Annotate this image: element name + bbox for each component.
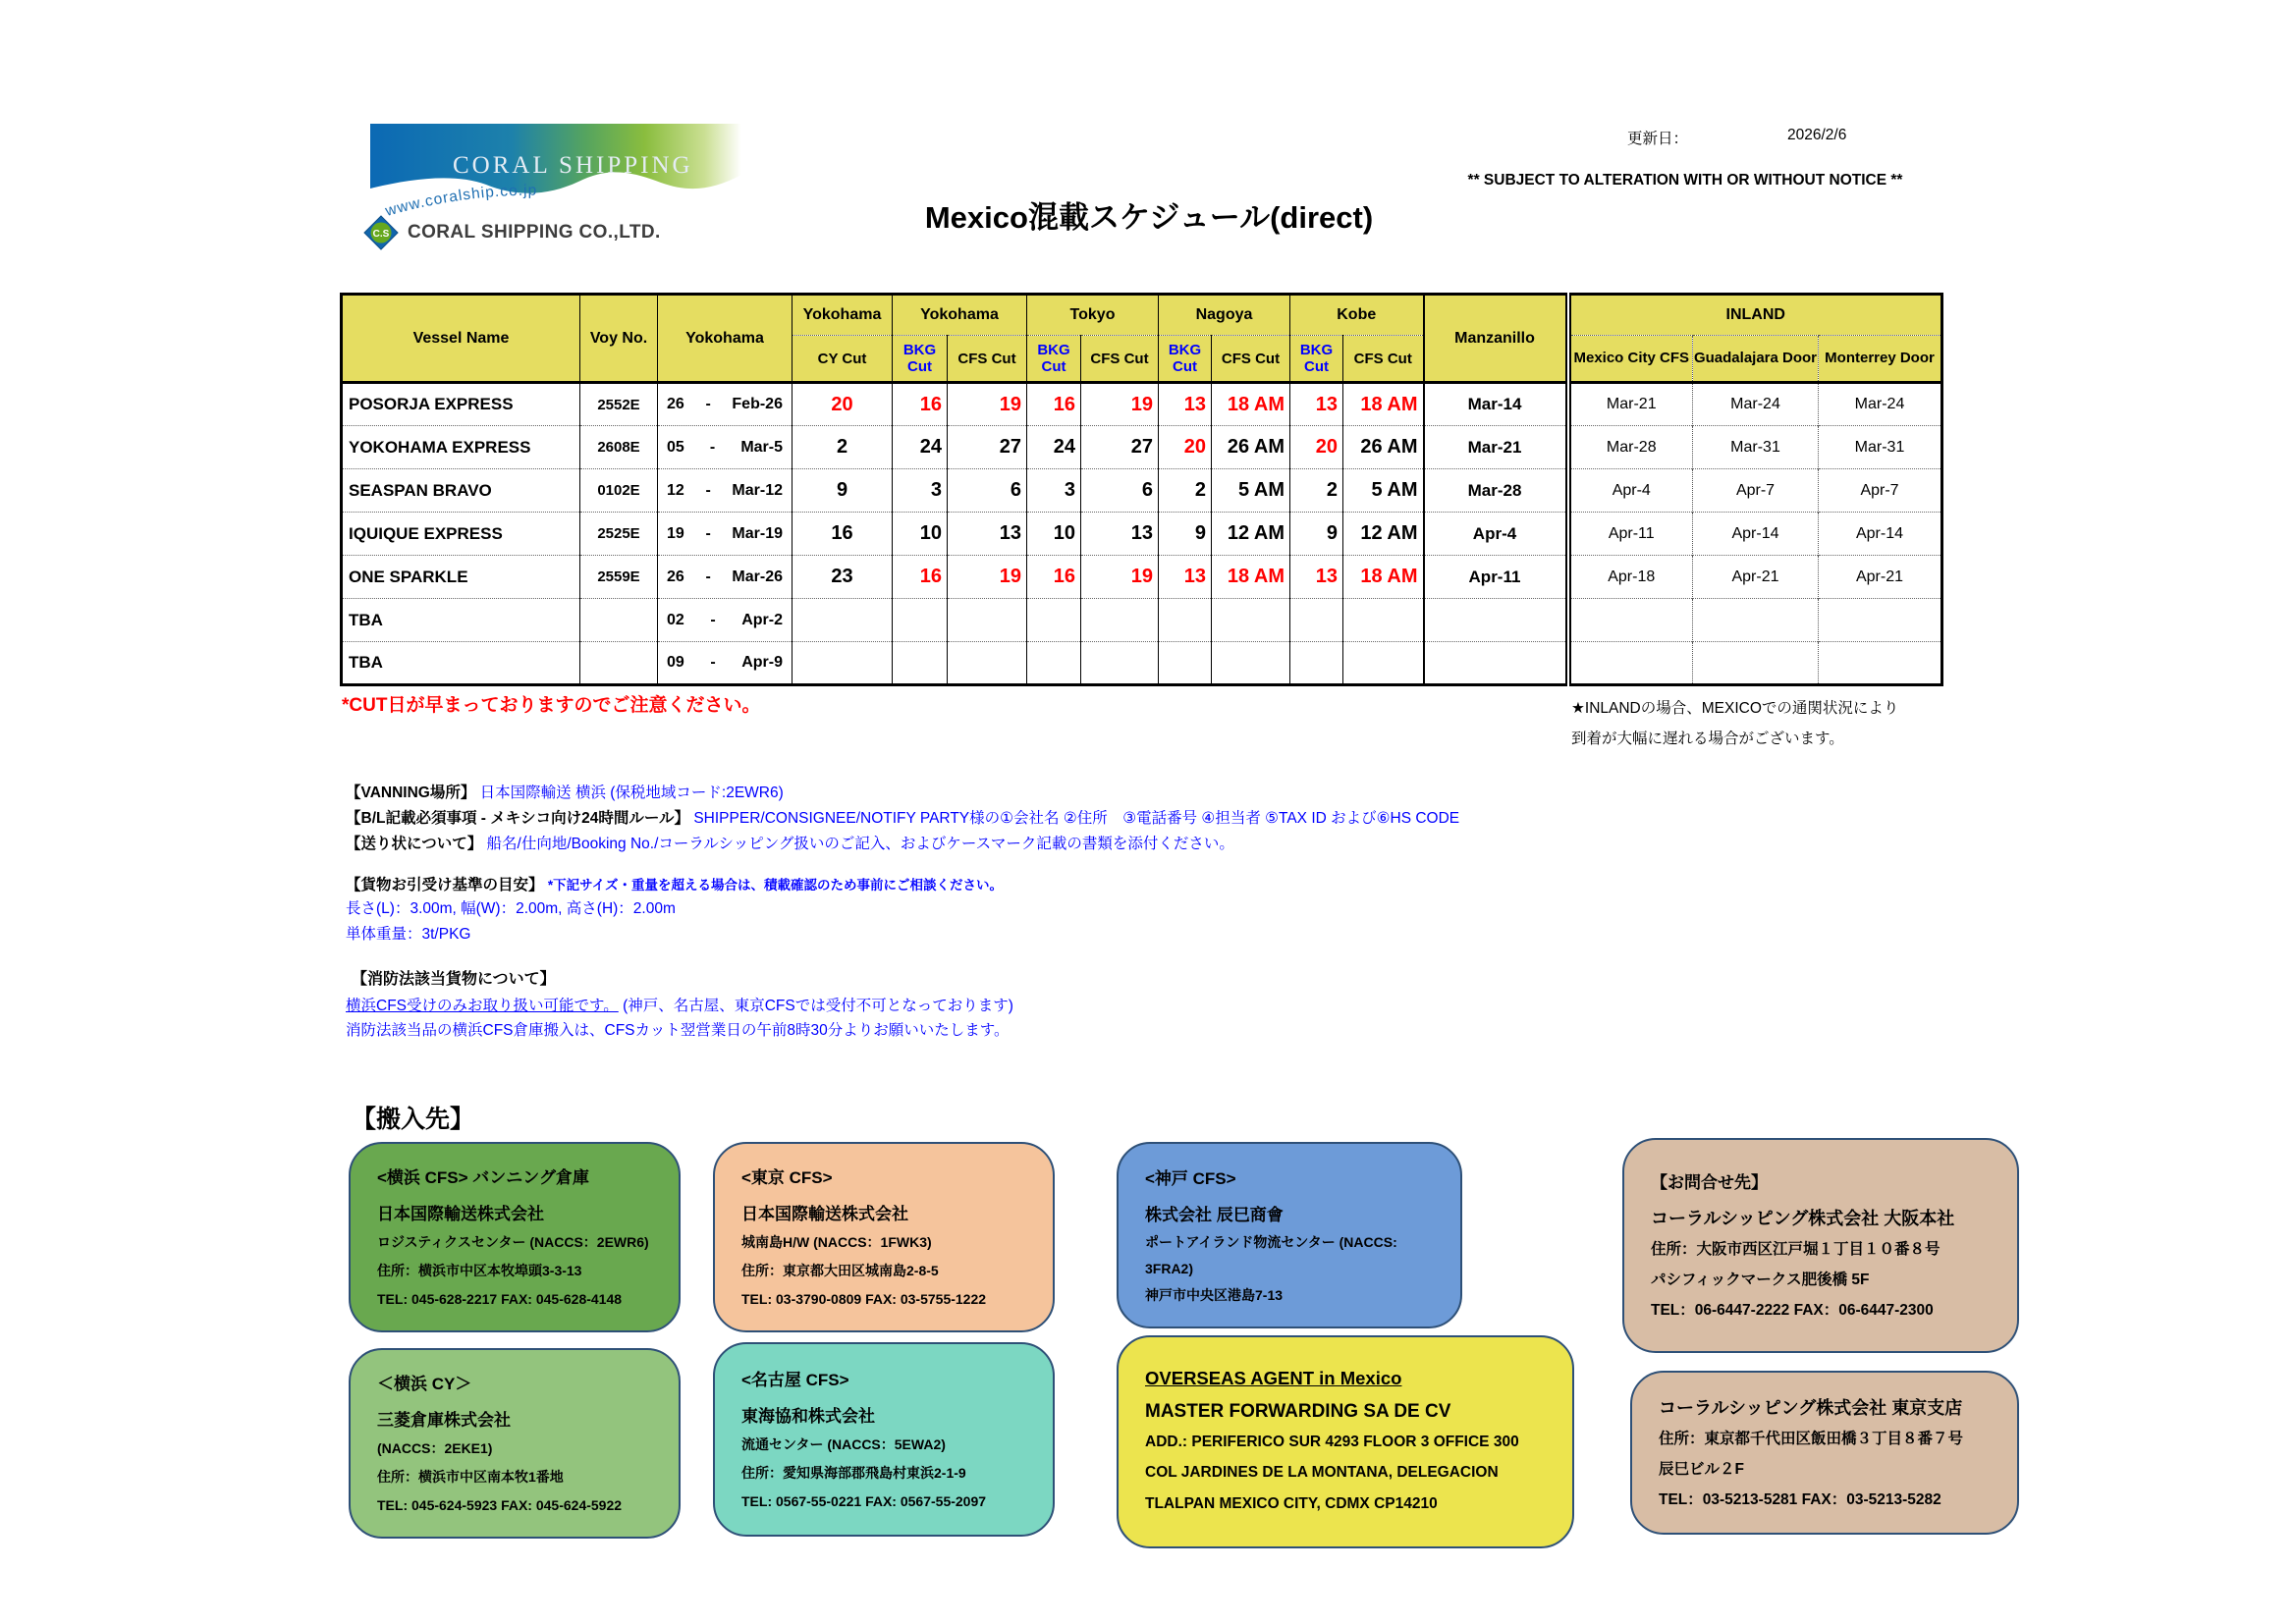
cut-cell: 20 xyxy=(793,383,893,426)
overseas-agent-title: OVERSEAS AGENT in Mexico xyxy=(1145,1368,1402,1389)
cut-cell xyxy=(893,642,948,685)
manzanillo-eta-cell: Mar-21 xyxy=(1424,426,1568,469)
cut-cell: 3 xyxy=(893,469,948,513)
bl-label: 【B/L記載必須事項 - メキシコ向け24時間ルール】 xyxy=(346,810,690,827)
tokyo-office-line-2: 辰巳ビル２F xyxy=(1659,1460,1744,1478)
inland-eta-cell: Mar-31 xyxy=(1819,426,1942,469)
vessel-name-cell: YOKOHAMA EXPRESS xyxy=(342,426,580,469)
yokohama-cy-line-1: (NACCS：2EKE1) xyxy=(377,1440,493,1456)
yokohama-cy-line-3: TEL: 045-624-5923 FAX: 045-624-5922 xyxy=(377,1497,623,1513)
cut-cell: 12 AM xyxy=(1212,513,1290,556)
overseas-agent-line-3: TLALPAN MEXICO CITY, CDMX CP14210 xyxy=(1145,1494,1438,1512)
cut-cell: 13 xyxy=(1159,383,1212,426)
etd-date-content xyxy=(658,654,792,672)
kobe-cfs-title: <神戸 CFS> xyxy=(1145,1169,1236,1188)
yokohama-cy-box xyxy=(349,1348,681,1539)
tokyo-office-box xyxy=(1630,1371,2019,1535)
tokyo-cfs-line-3: TEL: 03-3790-0809 FAX: 03-5755-1222 xyxy=(741,1291,987,1307)
etd-label: Mar-5 xyxy=(740,438,783,456)
voy-no-cell xyxy=(580,642,658,685)
brand-text: CORAL SHIPPING xyxy=(453,152,693,179)
etd-date-content xyxy=(658,396,792,413)
fire-law-header: 【消防法該当貨物について】 xyxy=(352,971,556,988)
kobe-cfs-line-2: 3FRA2) xyxy=(1145,1261,1194,1276)
cut-cell: 13 xyxy=(1290,556,1343,599)
yokohama-cfs-title: <横浜 CFS> バンニング倉庫 xyxy=(377,1168,589,1187)
cut-cell: 16 xyxy=(793,513,893,556)
cut-cell: 2 xyxy=(1159,469,1212,513)
etd-dash: - xyxy=(705,396,711,412)
voy-no-cell: 2608E xyxy=(580,426,658,469)
cut-cell xyxy=(1081,642,1159,685)
cut-cell: 27 xyxy=(948,426,1027,469)
updated-date-value: 2026/2/6 xyxy=(1787,127,1847,143)
fire-law-line1 xyxy=(346,994,1013,1015)
port-group-header-yokohama-0: Yokohama xyxy=(793,295,893,336)
bl-text: SHIPPER/CONSIGNEE/NOTIFY PARTY様の①会社名 ②住所 ③電話番号 ④担当者 ⑤TAX ID および⑥HS CODE xyxy=(693,810,1460,827)
inland-eta-cell xyxy=(1568,642,1693,685)
etd-date-content xyxy=(658,612,792,629)
yokohama-cy-line-0: 三菱倉庫株式会社 xyxy=(377,1411,511,1430)
vessel-name-cell: TBA xyxy=(342,642,580,685)
cut-cell xyxy=(1027,642,1081,685)
etd-label: Apr-9 xyxy=(741,654,783,671)
cut-cell xyxy=(1343,599,1424,642)
etd-date-cell xyxy=(658,426,793,469)
overseas-agent-line-1: ADD.: PERIFERICO SUR 4293 FLOOR 3 OFFICE 300 xyxy=(1145,1434,1519,1451)
nagoya-cfs-line-3: TEL: 0567-55-0221 FAX: 0567-55-2097 xyxy=(741,1493,987,1509)
manzanillo-eta-cell: Mar-14 xyxy=(1424,383,1568,426)
etd-date-content xyxy=(658,568,792,586)
cut-cell: 24 xyxy=(893,426,948,469)
port-group-header-yokohama-1: Yokohama xyxy=(893,295,1027,336)
etd-label: Mar-26 xyxy=(732,568,783,585)
cut-cell xyxy=(1159,642,1212,685)
inland-delay-note-line2: 到着が大幅に遅れる場合がございます。 xyxy=(1571,731,1844,747)
schedule-table xyxy=(340,293,1943,686)
cut-cell xyxy=(793,642,893,685)
cut-cell: 19 xyxy=(1081,556,1159,599)
etd-day: 05 xyxy=(667,438,684,456)
voy-no-cell: 2552E xyxy=(580,383,658,426)
vanning-text: 日本国際輸送 横浜 (保税地域コード:2EWR6) xyxy=(479,785,784,801)
manzanillo-eta-cell: Mar-28 xyxy=(1424,469,1568,513)
cut-cell: 12 AM xyxy=(1343,513,1424,556)
cut-cell: 27 xyxy=(1081,426,1159,469)
etd-dash: - xyxy=(710,611,716,628)
cfs-cut-header: CFS Cut xyxy=(1343,336,1424,383)
kobe-cfs-line-1: ポートアイランド物流センター (NACCS: xyxy=(1145,1234,1397,1250)
table-row-2 xyxy=(342,469,1942,513)
osaka-office-line-0: コーラルシッピング株式会社 大阪本社 xyxy=(1651,1208,1955,1228)
inland-eta-cell: Mar-28 xyxy=(1568,426,1693,469)
bl-requirements-line xyxy=(346,806,1459,828)
inland-col-header-1: Guadalajara Door xyxy=(1693,336,1819,383)
cfs-cut-header: CY Cut xyxy=(793,336,893,383)
overseas-agent-line-0: MASTER FORWARDING SA DE CV xyxy=(1145,1401,1451,1423)
bkg-cut-header: BKG Cut xyxy=(1159,336,1212,383)
cut-cell xyxy=(1290,599,1343,642)
cut-cell: 2 xyxy=(793,426,893,469)
cut-cell: 19 xyxy=(948,383,1027,426)
cut-cell xyxy=(948,642,1027,685)
table-row-5 xyxy=(342,599,1942,642)
etd-dash: - xyxy=(710,654,716,671)
cut-cell: 6 xyxy=(1081,469,1159,513)
overseas-agent-line-2: COL JARDINES DE LA MONTANA, DELEGACION xyxy=(1145,1464,1499,1482)
etd-dash: - xyxy=(705,524,711,542)
etd-day: 02 xyxy=(667,611,684,628)
bkg-cut-header: BKG Cut xyxy=(1290,336,1343,383)
cut-cell xyxy=(793,599,893,642)
cut-cell xyxy=(1343,642,1424,685)
cut-cell xyxy=(1212,599,1290,642)
tokyo-office-line-0: コーラルシッピング株式会社 東京支店 xyxy=(1659,1397,1963,1418)
cs-diamond-icon xyxy=(363,215,399,250)
cut-cell: 5 AM xyxy=(1212,469,1290,513)
voy-no-header: Voy No. xyxy=(580,295,658,383)
table-row-1 xyxy=(342,426,1942,469)
voy-no-cell: 2559E xyxy=(580,556,658,599)
cut-cell: 13 xyxy=(1290,383,1343,426)
etd-day: 19 xyxy=(667,524,684,542)
manzanillo-eta-cell xyxy=(1424,599,1568,642)
inland-delay-note xyxy=(1571,693,1898,754)
port-group-header-nagoya-3: Nagoya xyxy=(1159,295,1290,336)
cut-cell: 26 AM xyxy=(1212,426,1290,469)
cut-cell xyxy=(1212,642,1290,685)
vessel-name-cell: SEASPAN BRAVO xyxy=(342,469,580,513)
yokohama-cy-title: ＜横浜 CY＞ xyxy=(377,1375,472,1393)
inland-eta-cell xyxy=(1819,642,1942,685)
yokohama-cy-line-2: 住所：横浜市中区南本牧1番地 xyxy=(377,1469,564,1485)
cut-cell xyxy=(1290,642,1343,685)
invoice-info-line xyxy=(346,832,1234,853)
cut-cell: 6 xyxy=(948,469,1027,513)
cut-cell: 9 xyxy=(793,469,893,513)
inland-eta-cell xyxy=(1568,599,1693,642)
cut-cell: 16 xyxy=(893,556,948,599)
cut-cell: 9 xyxy=(1290,513,1343,556)
cut-cell: 18 AM xyxy=(1343,556,1424,599)
cut-cell: 9 xyxy=(1159,513,1212,556)
osaka-office-line-1: 住所：大阪市西区江戸堀１丁目１０番８号 xyxy=(1651,1240,1941,1258)
table-row-4 xyxy=(342,556,1942,599)
tokyo-cfs-line-2: 住所：東京都大田区城南島2-8-5 xyxy=(741,1263,939,1278)
fire-law-line1-rest: (神戸、名古屋、東京CFSでは受付不可となっております) xyxy=(623,998,1013,1014)
vessel-name-cell: ONE SPARKLE xyxy=(342,556,580,599)
vanning-info-line xyxy=(346,781,784,802)
manzanillo-eta-cell: Apr-11 xyxy=(1424,556,1568,599)
etd-day: 09 xyxy=(667,654,684,671)
inland-eta-cell: Apr-11 xyxy=(1568,513,1693,556)
yokohama-cfs-line-0: 日本国際輸送株式会社 xyxy=(377,1205,544,1223)
vessel-name-header: Vessel Name xyxy=(342,295,580,383)
etd-date-cell xyxy=(658,642,793,685)
yokohama-cfs-box xyxy=(349,1142,681,1332)
inland-eta-cell: Mar-24 xyxy=(1819,383,1942,426)
inland-eta-cell: Mar-21 xyxy=(1568,383,1693,426)
cut-cell xyxy=(893,599,948,642)
inland-eta-cell: Apr-14 xyxy=(1819,513,1942,556)
nagoya-cfs-line-2: 住所：愛知県海部郡飛島村東浜2-1-9 xyxy=(741,1465,966,1481)
cut-cell: 16 xyxy=(1027,383,1081,426)
delivery-locations-header: 【搬入先】 xyxy=(352,1106,475,1133)
inland-eta-cell xyxy=(1693,642,1819,685)
osaka-office-box xyxy=(1622,1138,2019,1353)
cargo-label: 【貨物お引受け基準の目安】 xyxy=(346,877,544,893)
osaka-office-line-2: パシフィックマークス肥後橋 5F xyxy=(1651,1271,1870,1288)
inland-eta-cell xyxy=(1693,599,1819,642)
voy-no-cell xyxy=(580,599,658,642)
tokyo-office-line-1: 住所：東京都千代田区飯田橋３丁目８番７号 xyxy=(1659,1430,1964,1447)
kobe-cfs-line-0: 株式会社 辰巳商會 xyxy=(1145,1206,1284,1224)
cargo-criteria-line xyxy=(346,873,1003,894)
inland-eta-cell: Mar-24 xyxy=(1693,383,1819,426)
tokyo-cfs-line-1: 城南島H/W (NACCS：1FWK3) xyxy=(741,1234,932,1250)
etd-date-content xyxy=(658,439,792,457)
inland-eta-cell: Apr-4 xyxy=(1568,469,1693,513)
etd-date-cell xyxy=(658,599,793,642)
cut-cell: 20 xyxy=(1290,426,1343,469)
tokyo-cfs-title: <東京 CFS> xyxy=(741,1168,833,1187)
cargo-dimensions-text: 長さ(L)：3.00m, 幅(W)：2.00m, 高さ(H)：2.00m xyxy=(346,900,676,917)
nagoya-cfs-line-1: 流通センター (NACCS：5EWA2) xyxy=(741,1436,946,1452)
tokyo-office-line-3: TEL：03-5213-5281 FAX：03-5213-5282 xyxy=(1659,1491,1941,1509)
cut-cell: 10 xyxy=(893,513,948,556)
inland-header: INLAND xyxy=(1568,295,1942,336)
cut-cell: 20 xyxy=(1159,426,1212,469)
vessel-name-cell: IQUIQUE EXPRESS xyxy=(342,513,580,556)
cut-cell: 16 xyxy=(1027,556,1081,599)
cut-cell: 2 xyxy=(1290,469,1343,513)
osaka-office-line-3: TEL：06-6447-2222 FAX：06-6447-2300 xyxy=(1651,1302,1934,1320)
voy-no-cell: 2525E xyxy=(580,513,658,556)
cut-cell: 3 xyxy=(1027,469,1081,513)
cargo-warning-text: *下記サイズ・重量を超える場合は、積載確認のため事前にご相談ください。 xyxy=(547,878,1004,893)
cut-cell: 18 AM xyxy=(1212,556,1290,599)
port-group-header-kobe-4: Kobe xyxy=(1290,295,1424,336)
fire-law-line2 xyxy=(346,1018,1009,1040)
nagoya-cfs-title: <名古屋 CFS> xyxy=(741,1371,849,1389)
cs-badge-text: C.S xyxy=(372,229,390,240)
etd-day: 26 xyxy=(667,396,684,412)
cfs-cut-header: CFS Cut xyxy=(1081,336,1159,383)
cut-cell: 24 xyxy=(1027,426,1081,469)
bkg-cut-header: BKG Cut xyxy=(1027,336,1081,383)
inland-eta-cell: Apr-7 xyxy=(1819,469,1942,513)
cut-cell: 13 xyxy=(948,513,1027,556)
etd-label: Apr-2 xyxy=(741,611,783,628)
etd-label: Feb-26 xyxy=(732,396,783,412)
cut-cell: 18 AM xyxy=(1212,383,1290,426)
inland-eta-cell: Apr-7 xyxy=(1693,469,1819,513)
vanning-label: 【VANNING場所】 xyxy=(346,785,476,801)
vessel-name-cell: POSORJA EXPRESS xyxy=(342,383,580,426)
cut-cell: 19 xyxy=(948,556,1027,599)
port-group-header-tokyo-2: Tokyo xyxy=(1027,295,1159,336)
inland-eta-cell: Apr-21 xyxy=(1693,556,1819,599)
nagoya-cfs-box xyxy=(713,1342,1055,1537)
kobe-cfs-box xyxy=(1117,1142,1462,1328)
yokohama-cfs-line-3: TEL: 045-628-2217 FAX: 045-628-4148 xyxy=(377,1291,623,1307)
cut-warning-note: *CUT日が早まっておりますのでご注意ください。 xyxy=(342,695,761,716)
table-row-0 xyxy=(342,383,1942,426)
tokyo-cfs-box xyxy=(713,1142,1055,1332)
cut-cell: 23 xyxy=(793,556,893,599)
voy-no-cell: 0102E xyxy=(580,469,658,513)
invoice-text: 船名/仕向地/Booking No./コーラルシッピング扱いのご記入、およびケースマーク記載の書類を添付ください。 xyxy=(486,836,1234,852)
cut-cell xyxy=(1159,599,1212,642)
cut-cell: 26 AM xyxy=(1343,426,1424,469)
table-row-6 xyxy=(342,642,1942,685)
etd-date-content xyxy=(658,482,792,500)
etd-date-cell xyxy=(658,469,793,513)
etd-label: Mar-12 xyxy=(732,481,783,499)
table-row-3 xyxy=(342,513,1942,556)
cut-cell xyxy=(1081,599,1159,642)
etd-dash: - xyxy=(705,481,711,499)
manzanillo-eta-cell: Apr-4 xyxy=(1424,513,1568,556)
nagoya-cfs-line-0: 東海協和株式会社 xyxy=(741,1407,875,1426)
yokohama-cfs-line-2: 住所：横浜市中区本牧埠頭3-3-13 xyxy=(377,1263,582,1278)
osaka-office-title: 【お問合せ先】 xyxy=(1651,1172,1768,1192)
overseas-agent-box xyxy=(1117,1335,1574,1548)
inland-eta-cell: Apr-14 xyxy=(1693,513,1819,556)
inland-col-header-0: Mexico City CFS xyxy=(1568,336,1693,383)
invoice-label: 【送り状について】 xyxy=(346,836,483,852)
inland-eta-cell: Apr-21 xyxy=(1819,556,1942,599)
company-name: CORAL SHIPPING CO.,LTD. xyxy=(408,222,661,243)
tokyo-cfs-line-0: 日本国際輸送株式会社 xyxy=(741,1205,908,1223)
etd-day: 26 xyxy=(667,568,684,585)
bkg-cut-header: BKG Cut xyxy=(893,336,948,383)
cut-cell: 10 xyxy=(1027,513,1081,556)
cut-cell: 19 xyxy=(1081,383,1159,426)
subject-to-alteration-note: ** SUBJECT TO ALTERATION WITH OR WITHOUT NOTICE ** xyxy=(1467,172,1903,189)
updated-date-label: 更新日： xyxy=(1627,131,1689,147)
cargo-weight-line xyxy=(346,922,470,944)
url-text: www.coralship.co.jp xyxy=(383,182,538,220)
manzanillo-eta-cell xyxy=(1424,642,1568,685)
cut-cell: 13 xyxy=(1159,556,1212,599)
inland-eta-cell: Apr-18 xyxy=(1568,556,1693,599)
cfs-cut-header: CFS Cut xyxy=(948,336,1027,383)
inland-col-header-2: Monterrey Door xyxy=(1819,336,1942,383)
etd-date-cell xyxy=(658,383,793,426)
etd-day: 12 xyxy=(667,481,684,499)
manzanillo-header: Manzanillo xyxy=(1424,295,1568,383)
etd-label: Mar-19 xyxy=(732,524,783,542)
cut-cell: 16 xyxy=(893,383,948,426)
cut-cell: 13 xyxy=(1081,513,1159,556)
etd-date-cell xyxy=(658,513,793,556)
cargo-dimensions-line xyxy=(346,896,676,918)
cfs-cut-header: CFS Cut xyxy=(1212,336,1290,383)
cut-cell: 18 AM xyxy=(1343,383,1424,426)
fire-law-line1-underlined: 横浜CFS受けのみお取り扱い可能です。 xyxy=(346,998,619,1014)
logo-company-row xyxy=(363,215,661,250)
fire-law-line2-text: 消防法該当品の横浜CFS倉庫搬入は、CFSカット翌営業日の午前8時30分よりお願いいたします。 xyxy=(346,1022,1010,1039)
etd-dash: - xyxy=(709,438,716,456)
cut-cell xyxy=(948,599,1027,642)
inland-eta-cell xyxy=(1819,599,1942,642)
page-title: Mexico混載スケジュール(direct) xyxy=(924,200,1374,235)
inland-eta-cell: Mar-31 xyxy=(1693,426,1819,469)
inland-delay-note-line1: ★INLANDの場合、MEXICOでの通関状況により xyxy=(1571,700,1899,717)
etd-dash: - xyxy=(705,568,711,585)
yokohama-cfs-line-1: ロジスティクスセンター (NACCS：2EWR6) xyxy=(377,1234,649,1250)
etd-date-cell xyxy=(658,556,793,599)
cargo-weight-text: 単体重量：3t/PKG xyxy=(346,926,471,943)
cut-cell xyxy=(1027,599,1081,642)
vessel-name-cell: TBA xyxy=(342,599,580,642)
etd-date-content xyxy=(658,525,792,543)
cut-cell: 5 AM xyxy=(1343,469,1424,513)
kobe-cfs-line-3: 神戸市中央区港島7-13 xyxy=(1145,1287,1284,1303)
yokohama-date-header: Yokohama xyxy=(658,295,793,383)
